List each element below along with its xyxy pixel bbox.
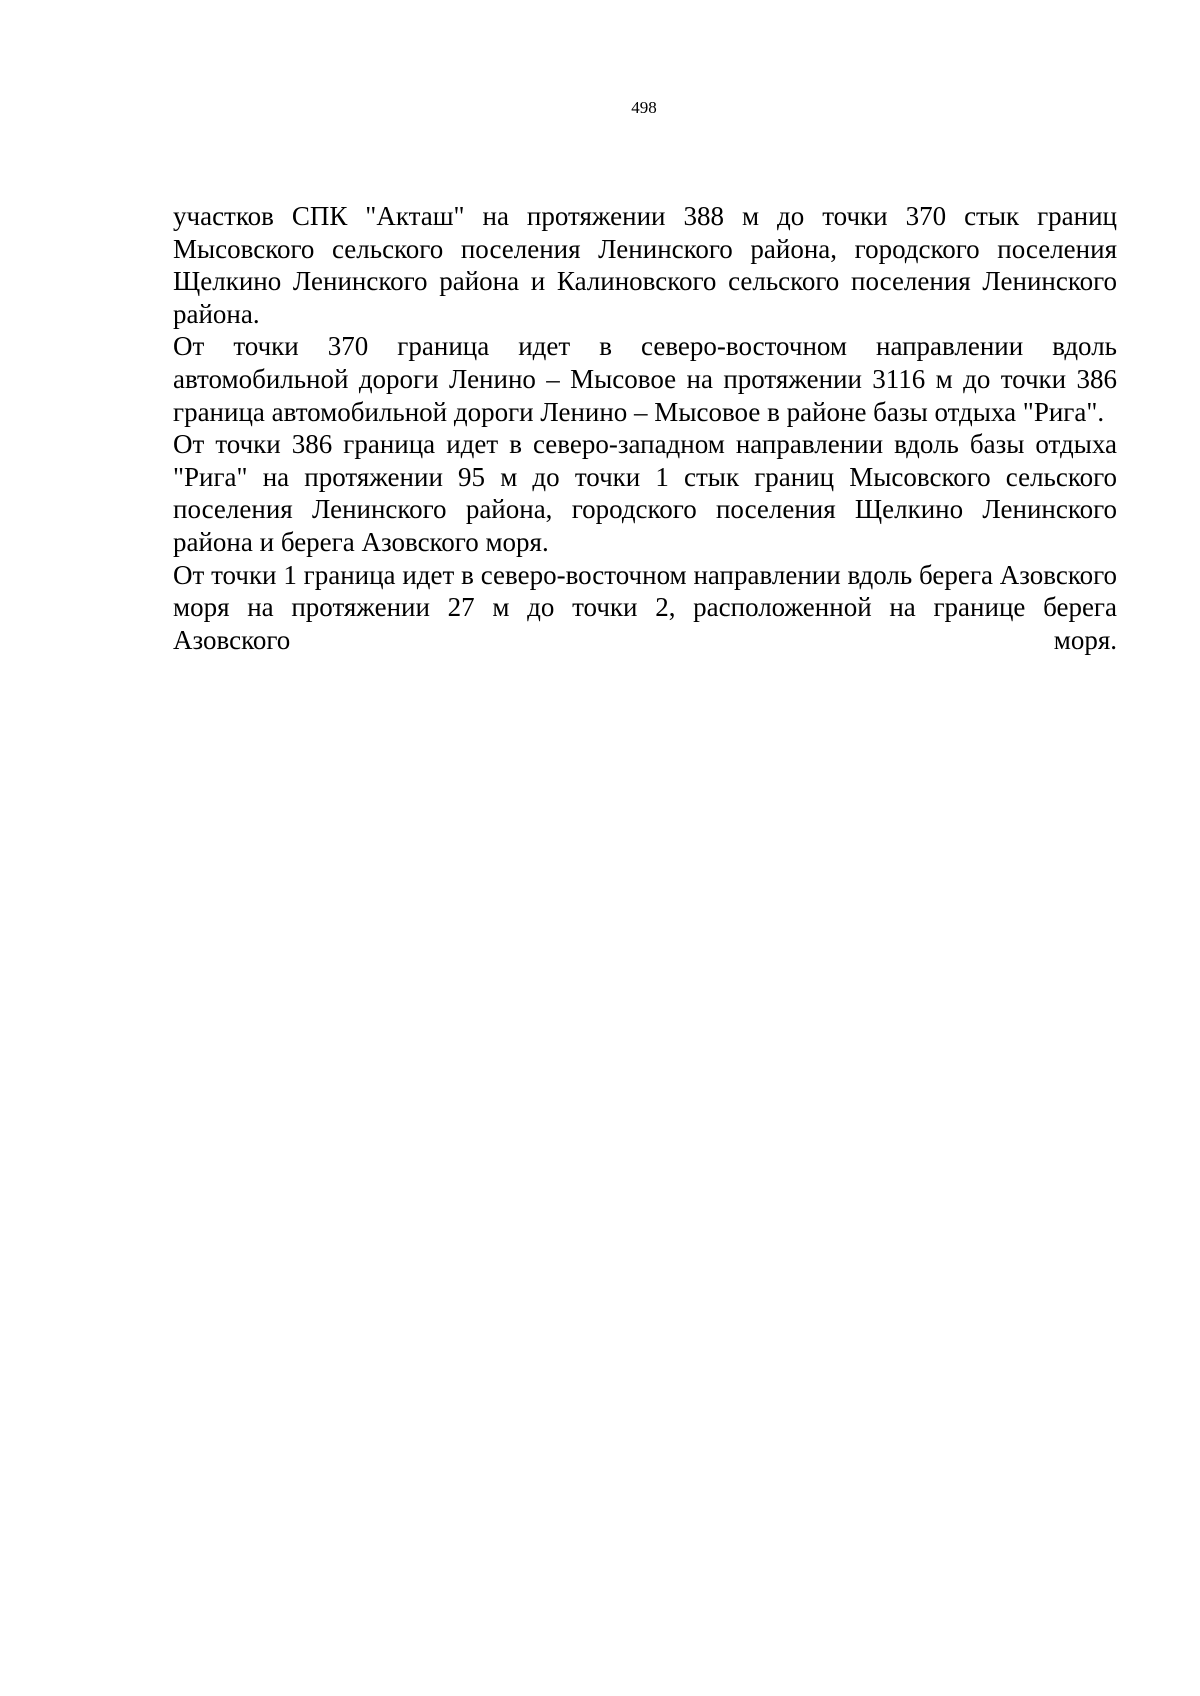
paragraph: От точки 370 граница идет в северо-восточном направлении вдоль автомобильной дороги Ленино – Мысовое на протяжении 3116 м до точки 386 граница автомобильной дороги Ленино – Мысовое в районе базы отдыха "Рига". [173, 331, 1117, 427]
document-body [173, 200, 1117, 656]
paragraph: участков СПК "Акташ" на протяжении 388 м до точки 370 стык границ Мысовского сельского поселения Ленинского района, городского поселения Щелкино Ленинского района и Калиновского сельского поселения Ленинского района. [173, 201, 1117, 329]
paragraph: От точки 1 граница идет в северо-восточном направлении вдоль берега Азовского моря на протяжении 27 м до точки 2, расположенной на границе берега Азовского моря. [173, 559, 1117, 655]
page-number: 498 [631, 98, 657, 117]
paragraph: От точки 386 граница идет в северо-западном направлении вдоль базы отдыха "Рига" на протяжении 95 м до точки 1 стык границ Мысовского сельского поселения Ленинского района, городского поселения Щелкино Ленинского района и берега Азовского моря. [173, 429, 1117, 557]
